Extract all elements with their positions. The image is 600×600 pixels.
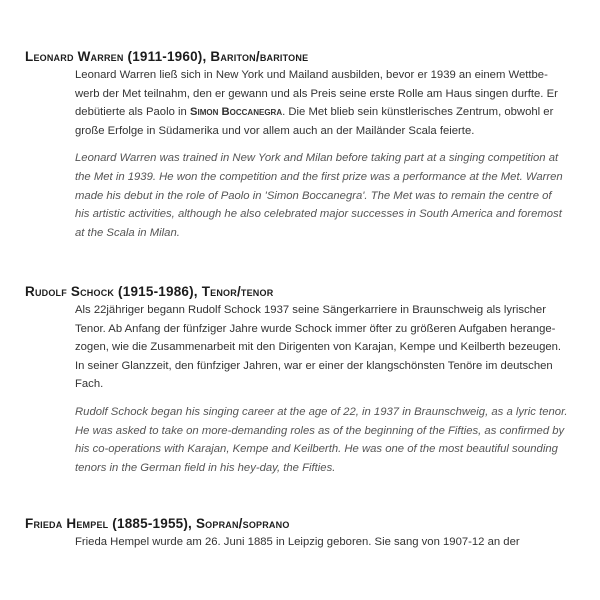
entry-title: Frieda Hempel (1885-1955), Sopran/soprano (25, 516, 290, 531)
text-line: made his debut in the role of Paolo in 'Simon Boccanegra'. The Met was to remain the centre of (75, 189, 552, 202)
text-fragment: debütierte als Paolo in (75, 106, 190, 119)
text-line: his co-operations with Karajan, Kempe and Keilberth. He was one of the most beautiful sounding (75, 443, 558, 456)
text-line: Rudolf Schock began his singing career at the age of 22, in 1937 in Braunschweig, as a lyric tenor. (75, 405, 568, 418)
bio-entry-frieda-hempel (25, 515, 585, 552)
opera-title: Simon Boccanegra (189, 106, 283, 119)
text-line: at the Scala in Milan. (75, 226, 180, 239)
text-line: Leonard Warren ließ sich in New York und Mailand ausbilden, bevor er 1939 an einem Wettbe- (75, 69, 548, 81)
text-line: zogen, wie die Zusammenarbeit mit den Dirigenten von Karajan, Kempe und Keilberth bezeugen. (75, 341, 562, 354)
bio-entry-rudolf-schock (25, 283, 585, 477)
text-line: Als 22jähriger begann Rudolf Schock 1937 seine Sängerkarriere in Braunschweig als lyrischer (75, 304, 546, 316)
text-line: the Met in 1939. He won the competition and the first prize was a performance at the Met. Warren (75, 170, 563, 183)
text-line: große Erfolge in Südamerika und vor allem auch an der Mailänder Scala feierte. (75, 124, 475, 137)
entry-title: Rudolf Schock (1915-1986), Tenor/tenor (25, 284, 274, 299)
text-line (75, 103, 585, 122)
german-paragraph (75, 66, 585, 140)
text-line: his artistic activities, although he also celebrated major successes in South America and foremost (75, 208, 562, 221)
text-line: He was asked to take on more-demanding roles as of the beginning of the Fifties, as confirmed by (75, 424, 565, 437)
text-line: Fach. (75, 378, 104, 391)
bio-entry-leonard-warren (25, 48, 585, 242)
german-paragraph (75, 301, 585, 394)
text-line: werb der Met teilnahm, den er gewann und als Preis seine erste Rolle am Haus singen durfte. Er (75, 87, 558, 100)
entry-title: Leonard Warren (1911-1960), Bariton/baritone (25, 49, 309, 64)
text-line: In seiner Glanzzeit, den fünfziger Jahren, war er einer der klangschönsten Tenöre im deutschen (75, 359, 553, 372)
text-line: Frieda Hempel wurde am 26. Juni 1885 in Leipzig geboren. Sie sang von 1907-12 an der (75, 536, 520, 548)
text-line: tenors in the German field in his hey-day, the Fifties. (75, 461, 336, 474)
english-paragraph (75, 149, 585, 242)
text-line: Tenor. Ab Anfang der fünfziger Jahre wurde Schock immer öfter zu größeren Aufgaben herange- (75, 322, 556, 335)
english-paragraph (75, 403, 585, 477)
text-fragment: . Die Met blieb sein künstlerisches Zentrum, obwohl er (282, 106, 554, 119)
german-paragraph (75, 533, 585, 552)
text-line: Leonard Warren was trained in New York and Milan before taking part at a singing competition at (75, 152, 559, 165)
